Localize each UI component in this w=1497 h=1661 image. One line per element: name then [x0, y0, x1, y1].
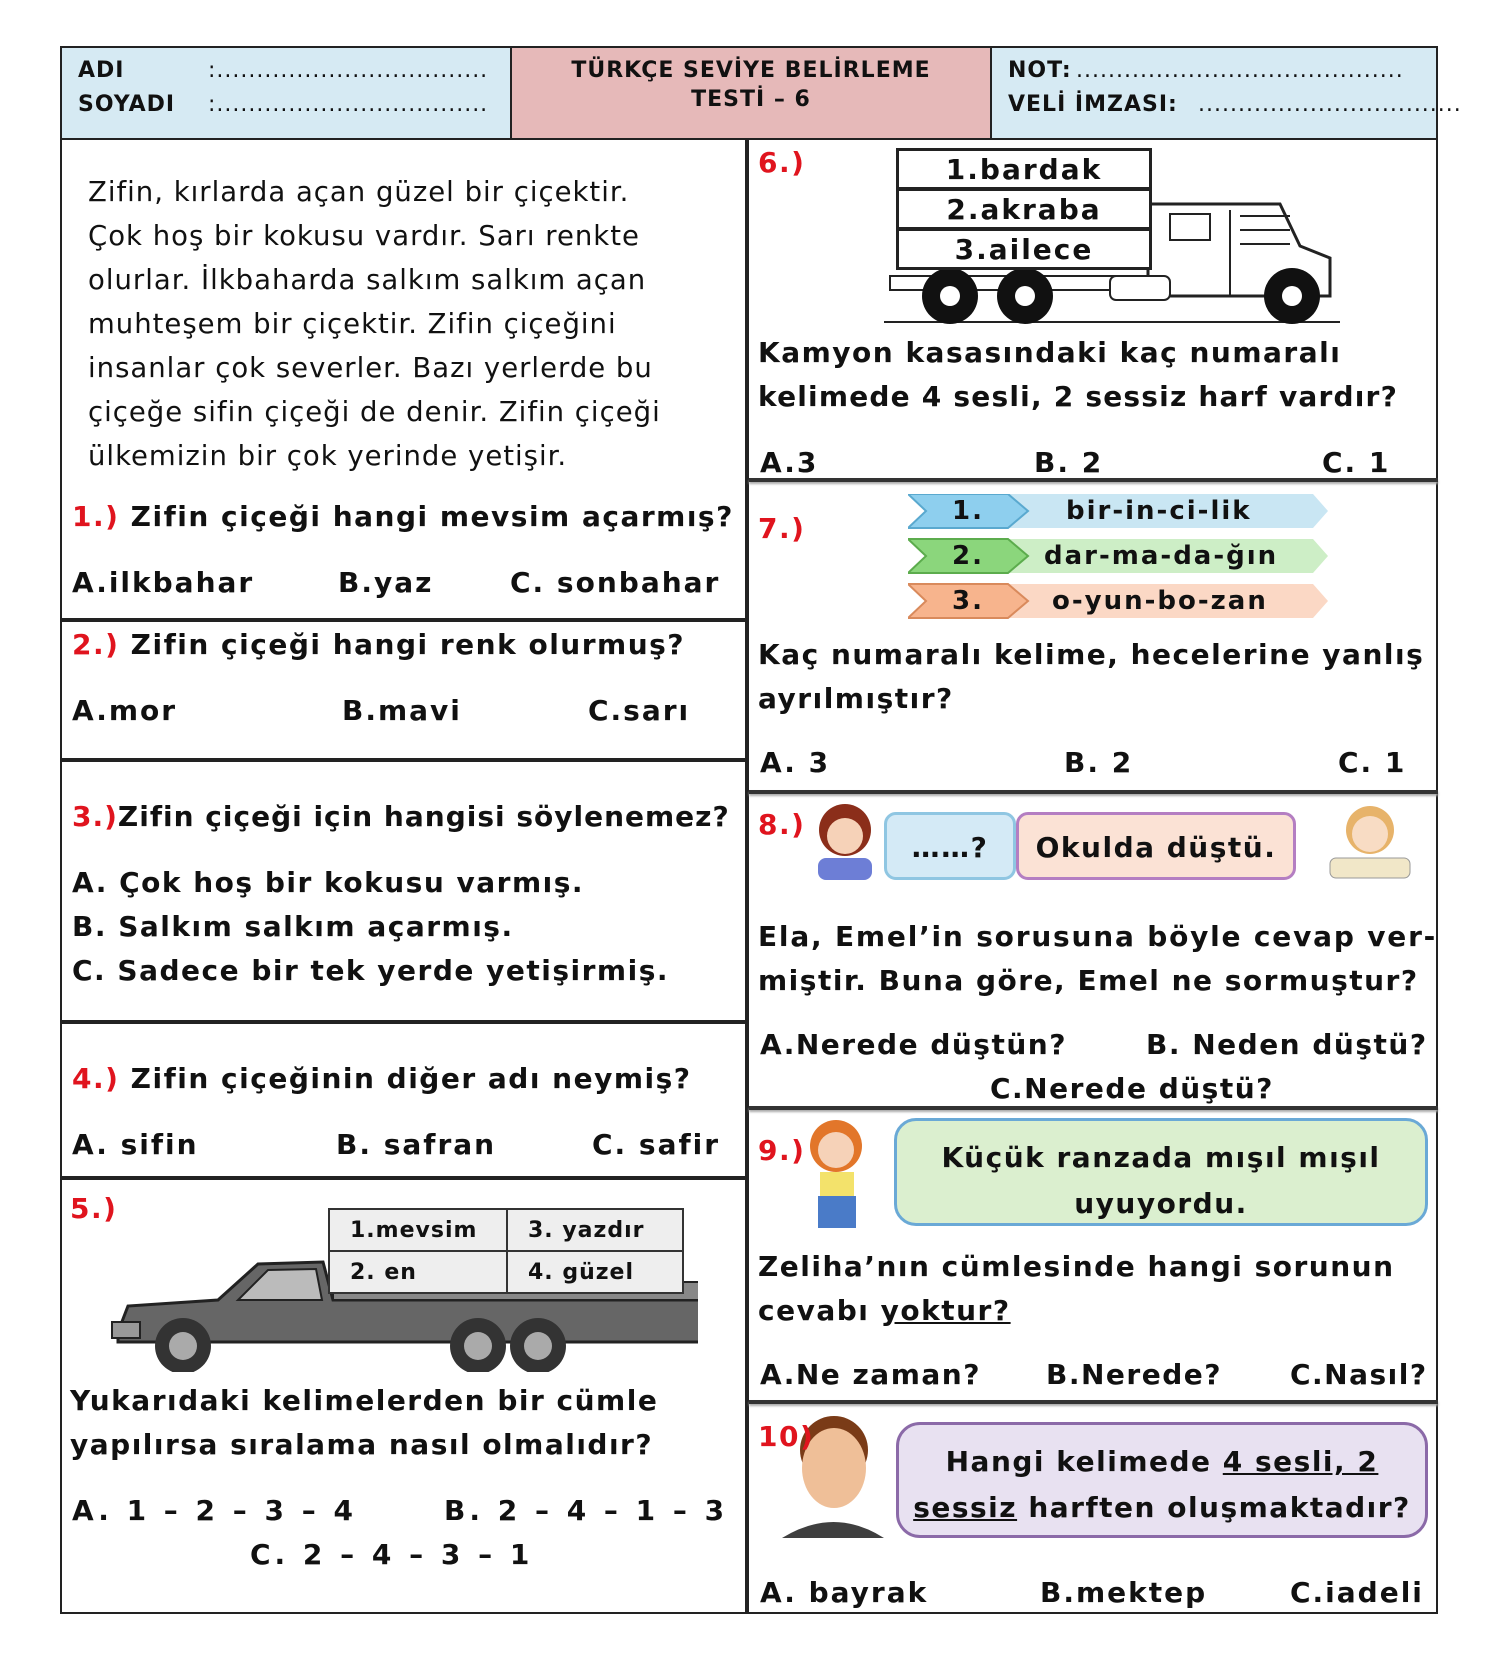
divider	[749, 790, 1438, 794]
surname-field[interactable]: :..................................	[208, 92, 489, 117]
q4-option-c[interactable]: C. safir	[592, 1128, 721, 1161]
q5-text-line1: Yukarıdaki kelimelerden bir cümle	[70, 1384, 659, 1417]
passage-line: çiçeğe sifin çiçeği de denir. Zifin çiçeği	[88, 396, 661, 428]
word-box-4: 4. güzel	[506, 1250, 684, 1294]
passage-line: olurlar. İlkbaharda salkım salkım açan	[88, 264, 647, 296]
question-5	[70, 1192, 117, 1225]
syllable-item-2-number: 2.	[952, 541, 984, 571]
bubble-text: harften oluşmaktadır?	[1017, 1491, 1411, 1524]
question-6	[758, 146, 805, 179]
passage-line: Zifin, kırlarda açan güzel bir çiçektir.	[88, 176, 630, 208]
divider	[749, 1400, 1438, 1404]
q1-option-c[interactable]: C. sonbahar	[510, 566, 721, 599]
q9-option-c[interactable]: C.Nasıl?	[1290, 1358, 1428, 1391]
question-text: Zifin çiçeğinin diğer adı neymiş?	[130, 1062, 692, 1095]
divider	[60, 1020, 747, 1024]
question-number: 5.)	[70, 1192, 118, 1225]
question-2	[72, 628, 685, 661]
question-number: 2.)	[72, 628, 120, 661]
word-box-3: 3. yazdır	[506, 1208, 684, 1252]
bubble-line	[899, 1439, 1425, 1485]
q3-option-a[interactable]: A. Çok hoş bir kokusu varmış.	[72, 866, 585, 899]
syllable-item-3-number: 3.	[952, 586, 984, 616]
q10-option-c[interactable]: C.iadeli	[1290, 1576, 1424, 1609]
word-box-1: 1.mevsim	[328, 1208, 508, 1252]
q6-option-a[interactable]: A.3	[760, 446, 819, 479]
q2-option-a[interactable]: A.mor	[72, 694, 178, 727]
q8-text-line2: miştir. Buna göre, Emel ne sormuştur?	[758, 964, 1419, 997]
question-number: 8.)	[758, 808, 806, 841]
syllable-item-1-word: bir-in-ci-lik	[1066, 496, 1252, 526]
parent-signature-label: VELİ İMZASI:	[1008, 92, 1178, 117]
word-box-2: 2. en	[328, 1250, 508, 1294]
q4-option-b[interactable]: B. safran	[336, 1128, 497, 1161]
truck-word-1: 1.bardak	[896, 148, 1152, 190]
question-text: Zifin çiçeği için hangisi söylenemez?	[117, 800, 730, 833]
q10-option-a[interactable]: A. bayrak	[760, 1576, 929, 1609]
truck-word-2: 2.akraba	[896, 188, 1152, 230]
syllable-item-2-word: dar-ma-da-ğın	[1044, 541, 1279, 571]
question-8	[758, 808, 805, 841]
surname-label: SOYADI	[78, 92, 176, 117]
q9-text-part: cevabı	[758, 1294, 881, 1327]
q5-option-c[interactable]: C. 2 – 4 – 3 – 1	[250, 1538, 534, 1571]
truck-word-3: 3.ailece	[896, 228, 1152, 270]
q5-text-line2: yapılırsa sıralama nasıl olmalıdır?	[70, 1428, 654, 1461]
q8-option-b[interactable]: B. Neden düştü?	[1146, 1028, 1428, 1061]
bubble-line: Küçük ranzada mışıl mışıl	[941, 1141, 1381, 1174]
q3-option-b[interactable]: B. Salkım salkım açarmış.	[72, 910, 514, 943]
q4-option-a[interactable]: A. sifin	[72, 1128, 199, 1161]
q7-text-line1: Kaç numaralı kelime, hecelerine yanlış	[758, 638, 1425, 671]
question-10	[758, 1420, 814, 1453]
q9-text-underlined: yoktur?	[880, 1294, 1011, 1327]
speech-bubble-zeliha	[894, 1118, 1428, 1226]
divider	[749, 1106, 1438, 1110]
passage-line: muhteşem bir çiçektir. Zifin çiçeğini	[88, 308, 617, 340]
q7-option-a[interactable]: A. 3	[760, 746, 831, 779]
q6-option-b[interactable]: B. 2	[1034, 446, 1104, 479]
girl-emel-illustration	[800, 796, 890, 886]
question-number: 6.)	[758, 146, 806, 179]
passage-line: ülkemizin bir çok yerinde yetişir.	[88, 440, 568, 472]
question-number: 9.)	[758, 1134, 806, 1167]
q6-text-line1: Kamyon kasasındaki kaç numaralı	[758, 336, 1342, 369]
bubble-line	[899, 1485, 1425, 1531]
parent-signature-field[interactable]: .................................	[1198, 92, 1462, 117]
q8-text-line1: Ela, Emel’in sorusuna böyle cevap ver-	[758, 920, 1438, 953]
question-3	[72, 800, 730, 833]
question-4	[72, 1062, 692, 1095]
test-title-line2: TESTİ – 6	[691, 87, 811, 112]
speech-bubble-ela: Okulda düştü.	[1016, 812, 1296, 880]
divider	[60, 1176, 747, 1180]
q2-option-b[interactable]: B.mavi	[342, 694, 462, 727]
question-text: Zifin çiçeği hangi renk olurmuş?	[130, 628, 686, 661]
syllable-item-3-word: o-yun-bo-zan	[1052, 586, 1268, 616]
grade-field[interactable]: .........................................	[1076, 58, 1404, 83]
question-text: Zifin çiçeği hangi mevsim açarmış?	[130, 500, 734, 533]
question-number: 4.)	[72, 1062, 120, 1095]
grade-label: NOT:	[1008, 58, 1072, 83]
name-field[interactable]: :..................................	[208, 58, 489, 83]
speech-bubble-boy	[896, 1422, 1428, 1538]
q2-option-c[interactable]: C.sarı	[588, 694, 691, 727]
q1-option-b[interactable]: B.yaz	[338, 566, 434, 599]
bubble-text-underlined: 4 sesli, 2	[1222, 1445, 1379, 1478]
q5-option-a[interactable]: A. 1 – 2 – 3 – 4	[72, 1494, 357, 1527]
question-number: 1.)	[72, 500, 120, 533]
q3-option-c[interactable]: C. Sadece bir tek yerde yetişirmiş.	[72, 954, 670, 987]
question-1	[72, 500, 734, 533]
q9-option-a[interactable]: A.Ne zaman?	[760, 1358, 981, 1391]
passage-line: Çok hoş bir kokusu vardır. Sarı renkte	[88, 220, 640, 252]
q7-option-c[interactable]: C. 1	[1338, 746, 1407, 779]
test-title-line1: TÜRKÇE SEVİYE BELİRLEME	[571, 58, 931, 83]
question-number: 10)	[758, 1420, 815, 1453]
q7-option-b[interactable]: B. 2	[1064, 746, 1134, 779]
q8-option-a[interactable]: A.Nerede düştün?	[760, 1028, 1067, 1061]
q8-option-c[interactable]: C.Nerede düştü?	[990, 1072, 1274, 1105]
q1-option-a[interactable]: A.ilkbahar	[72, 566, 255, 599]
bubble-line: uyuyordu.	[1074, 1187, 1248, 1220]
q9-option-b[interactable]: B.Nerede?	[1046, 1358, 1222, 1391]
question-number: 3.)	[72, 800, 118, 833]
q7-text-line2: ayrılmıştır?	[758, 682, 954, 715]
girl-ela-illustration	[1320, 800, 1420, 882]
q6-text-line2: kelimede 4 sesli, 2 sessiz harf vardır?	[758, 380, 1399, 413]
q10-option-b[interactable]: B.mektep	[1040, 1576, 1208, 1609]
divider	[60, 758, 747, 762]
divider	[60, 618, 747, 622]
question-number: 7.)	[758, 512, 806, 545]
passage-line: insanlar çok severler. Bazı yerlerde bu	[88, 352, 653, 384]
q9-text-line2	[758, 1294, 1011, 1327]
speech-bubble-emel: ……?	[884, 812, 1016, 880]
name-label: ADI	[78, 58, 125, 83]
bubble-text-underlined: sessiz	[913, 1491, 1018, 1524]
girl-zeliha-illustration	[788, 1116, 878, 1232]
question-7	[758, 512, 805, 545]
q6-option-c[interactable]: C. 1	[1322, 446, 1391, 479]
bubble-text: Hangi kelimede	[945, 1445, 1223, 1478]
reading-passage	[88, 170, 738, 478]
q9-text-line1: Zeliha’nın cümlesinde hangi sorunun	[758, 1250, 1395, 1283]
q5-option-b[interactable]: B. 2 – 4 – 1 – 3	[444, 1494, 729, 1527]
syllable-item-1-number: 1.	[952, 496, 984, 526]
column-divider	[745, 140, 749, 1614]
